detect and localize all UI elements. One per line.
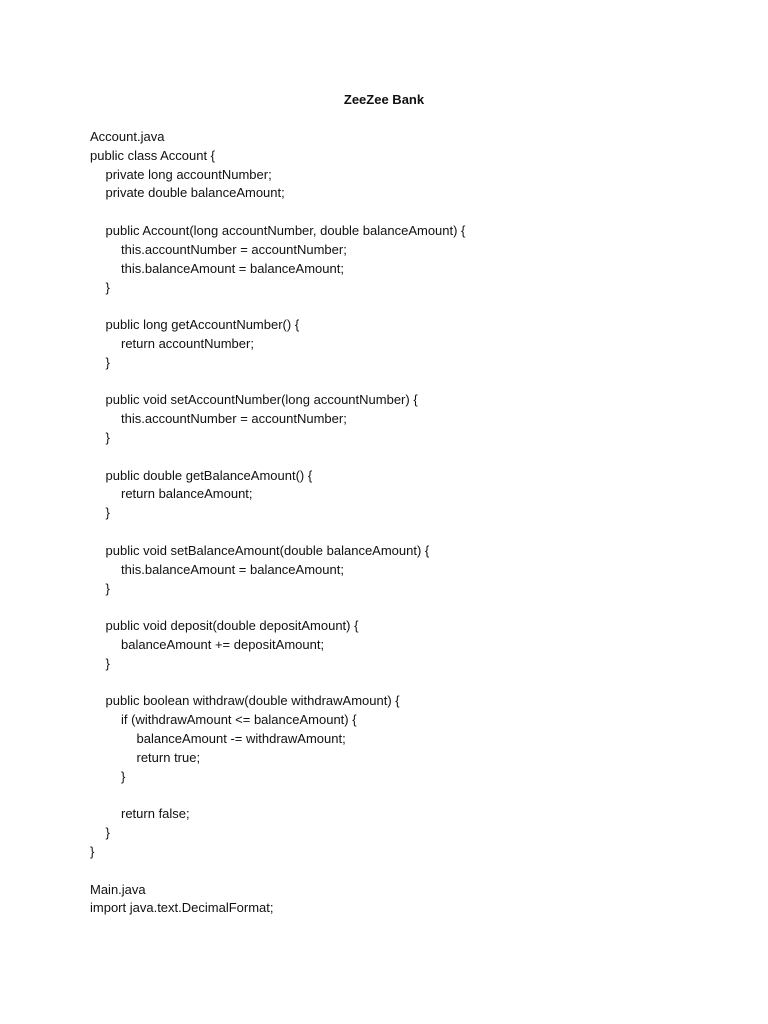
code-line: }: [121, 768, 126, 784]
code-line: }: [105, 354, 110, 370]
code-line: }: [105, 580, 110, 596]
code-line: this.accountNumber = accountNumber;: [121, 241, 347, 257]
code-line: balanceAmount -= withdrawAmount;: [136, 731, 346, 746]
blank-line: [90, 373, 730, 392]
blank-line: [90, 862, 730, 881]
code-line: public Account(long accountNumber, double balanceAmount) {: [105, 223, 466, 239]
blank-line: [90, 203, 730, 222]
code-line: }: [105, 505, 110, 521]
code-line: }: [105, 825, 110, 841]
code-line: this.balanceAmount = balanceAmount;: [121, 260, 344, 276]
code-line: public void deposit(double depositAmount) {: [105, 618, 359, 634]
blank-line: [90, 297, 730, 316]
blank-line: [90, 448, 730, 467]
code-line: Account.java: [90, 129, 165, 144]
code-line: public boolean withdraw(double withdrawAmount) {: [105, 693, 400, 709]
code-line: }: [105, 279, 110, 295]
code-line: }: [90, 843, 95, 859]
code-line: public long getAccountNumber() {: [105, 317, 300, 333]
blank-line: [90, 598, 730, 617]
code-line: if (withdrawAmount <= balanceAmount) {: [121, 712, 357, 728]
code-line: }: [105, 655, 110, 671]
blank-line: [90, 523, 730, 542]
code-line: public double getBalanceAmount() {: [105, 467, 313, 483]
code-line: balanceAmount += depositAmount;: [121, 636, 325, 652]
code-line: return true;: [136, 749, 201, 765]
code-line: private double balanceAmount;: [105, 185, 285, 201]
code-line: import java.text.DecimalFormat;: [90, 900, 274, 916]
code-line: private long accountNumber;: [105, 166, 272, 182]
blank-line: [90, 674, 730, 693]
code-listing: [90, 128, 730, 918]
code-line: return accountNumber;: [121, 335, 254, 351]
code-line: }: [105, 430, 110, 445]
code-line: this.accountNumber = accountNumber;: [121, 411, 347, 427]
document-title: ZeeZee Bank: [343, 92, 425, 107]
code-line: public void setAccountNumber(long accountNumber) {: [105, 392, 418, 408]
code-line: this.balanceAmount = balanceAmount;: [121, 561, 344, 577]
code-line: public void setBalanceAmount(double balanceAmount) {: [105, 542, 430, 558]
code-line: Main.java: [90, 881, 146, 897]
code-line: return false;: [121, 806, 190, 822]
code-line: public class Account {: [90, 147, 216, 163]
blank-line: [90, 786, 730, 805]
code-line: return balanceAmount;: [121, 486, 253, 502]
